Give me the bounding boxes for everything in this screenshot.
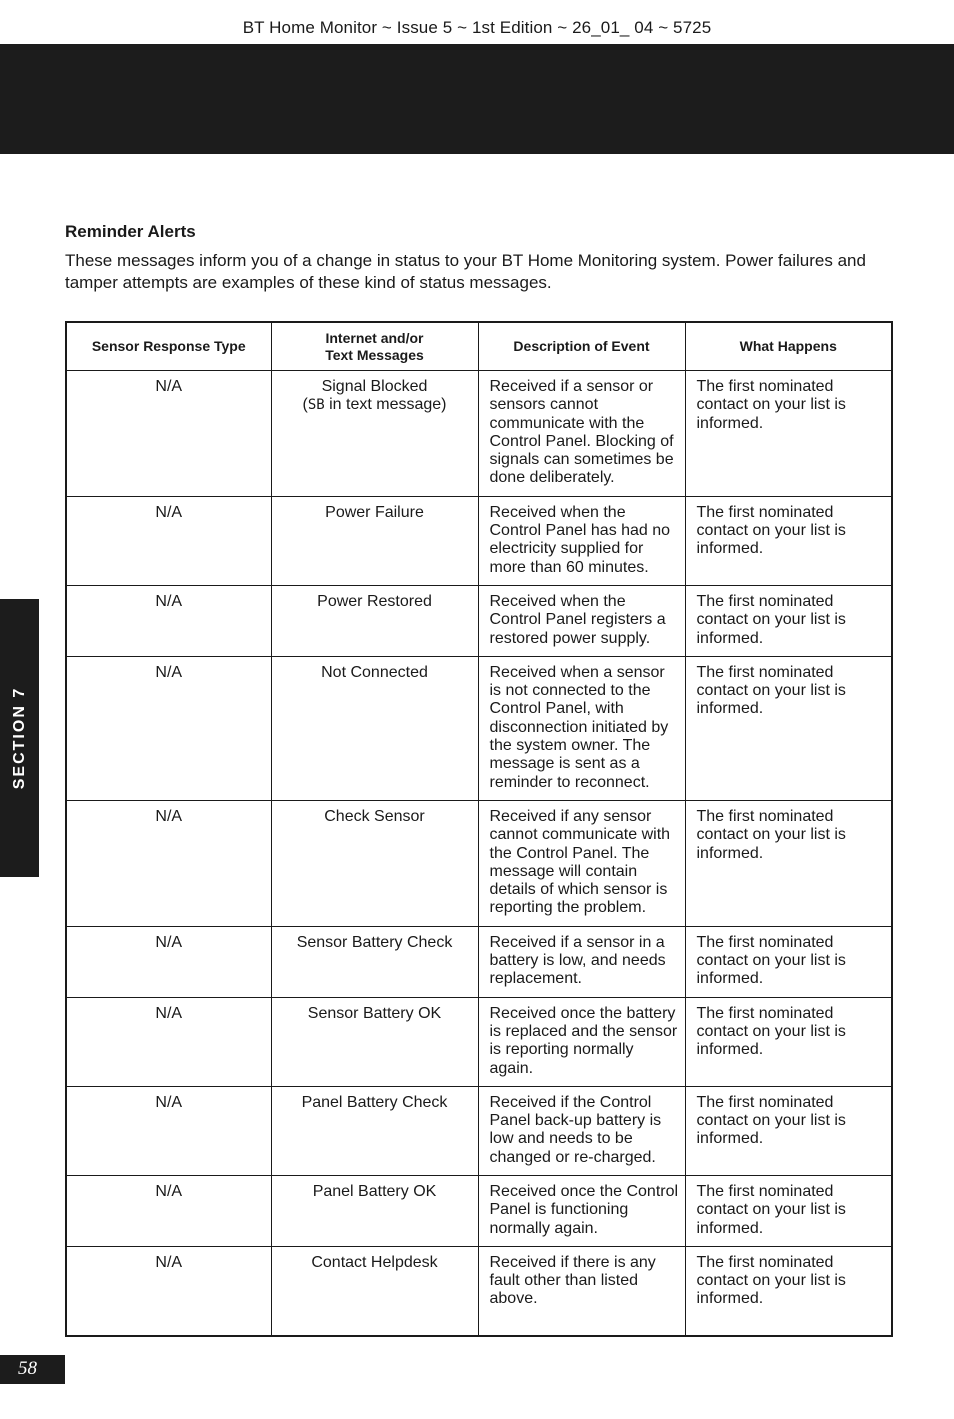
- code-open: (: [302, 396, 308, 414]
- running-header: BT Home Monitor ~ Issue 5 ~ 1st Edition ~ 26_01_ 04 ~ 5725: [242, 18, 712, 37]
- header-sensor-response-type: Sensor Response Type: [66, 322, 271, 371]
- table-row: [66, 1086, 892, 1175]
- table-row: [66, 800, 892, 926]
- header-what-happens: What Happens: [685, 322, 892, 371]
- text-message-code: SB: [307, 397, 325, 414]
- cell-type: N/A: [66, 585, 271, 656]
- header-internet-line2: Text Messages: [325, 346, 424, 363]
- cell-message: Power Restored: [271, 585, 478, 656]
- table-row: [66, 926, 892, 997]
- section-tab: [0, 599, 39, 877]
- page-number-box: [0, 1355, 65, 1384]
- cell-result: The first nominated contact on your list is informed.: [685, 656, 892, 800]
- cell-message: Power Failure: [271, 496, 478, 585]
- table-row: [66, 1246, 892, 1336]
- cell-result: The first nominated contact on your list is informed.: [685, 997, 892, 1086]
- table-row: [66, 656, 892, 800]
- cell-type: N/A: [66, 997, 271, 1086]
- cell-description: Received once the Control Panel is functioning normally again.: [478, 1175, 685, 1246]
- cell-type: N/A: [66, 496, 271, 585]
- cell-type: N/A: [66, 1086, 271, 1175]
- table-header-row: [66, 322, 892, 371]
- cell-type: N/A: [66, 371, 271, 497]
- section-heading: Reminder Alerts: [65, 222, 196, 241]
- cell-type: N/A: [66, 1246, 271, 1336]
- cell-result: The first nominated contact on your list is informed.: [685, 926, 892, 997]
- cell-result: The first nominated contact on your list is informed.: [685, 1175, 892, 1246]
- cell-result: The first nominated contact on your list is informed.: [685, 371, 892, 497]
- cell-message: Sensor Battery Check: [271, 926, 478, 997]
- cell-message: Contact Helpdesk: [271, 1246, 478, 1336]
- cell-description: Received if any sensor cannot communicate with the Control Panel. The message will contain details of which sensor is reporting the problem.: [478, 800, 685, 926]
- cell-result: The first nominated contact on your list is informed.: [685, 1086, 892, 1175]
- page-number: 58: [18, 1358, 37, 1379]
- cell-type: N/A: [66, 800, 271, 926]
- header-internet-text-messages: [271, 322, 478, 371]
- section-tab-label: SECTION 7: [10, 686, 28, 790]
- cell-type: N/A: [66, 926, 271, 997]
- reminder-alerts-table: [65, 321, 893, 1337]
- cell-message: [271, 371, 478, 497]
- cell-type: N/A: [66, 1175, 271, 1246]
- cell-result: The first nominated contact on your list is informed.: [685, 1246, 892, 1336]
- message-label: Signal Blocked: [321, 378, 428, 395]
- cell-message: Not Connected: [271, 656, 478, 800]
- cell-message: Panel Battery OK: [271, 1175, 478, 1246]
- cell-result: The first nominated contact on your list is informed.: [685, 496, 892, 585]
- table-row: [66, 585, 892, 656]
- cell-message: Sensor Battery OK: [271, 997, 478, 1086]
- cell-result: The first nominated contact on your list is informed.: [685, 800, 892, 926]
- cell-message: Check Sensor: [271, 800, 478, 926]
- cell-description: Received if a sensor in a battery is low, and needs replacement.: [478, 926, 685, 997]
- cell-description: Received when the Control Panel registers a restored power supply.: [478, 585, 685, 656]
- header-internet-line1: Internet and/or: [325, 329, 424, 346]
- cell-type: N/A: [66, 656, 271, 800]
- cell-description: Received if a sensor or sensors cannot communicate with the Control Panel. Blocking of signals can sometimes be done deliberately.: [478, 371, 685, 497]
- code-suffix: in text message): [324, 396, 447, 414]
- cell-description: Received once the battery is replaced and the sensor is reporting normally again.: [478, 997, 685, 1086]
- intro-paragraph: These messages inform you of a change in status to your BT Home Monitoring system. Power failures and tamper attempts are examples of these kind of status messages.: [65, 251, 866, 292]
- cell-message: Panel Battery Check: [271, 1086, 478, 1175]
- table-row: [66, 997, 892, 1086]
- header-band: [0, 44, 954, 154]
- table-row: [66, 371, 892, 497]
- cell-result: The first nominated contact on your list is informed.: [685, 585, 892, 656]
- table-row: [66, 1175, 892, 1246]
- table-row: [66, 496, 892, 585]
- cell-description: Received when the Control Panel has had no electricity supplied for more than 60 minutes.: [478, 496, 685, 585]
- cell-description: Received when a sensor is not connected to the Control Panel, with disconnection initiated by the system owner. The message is sent as a reminder to reconnect.: [478, 656, 685, 800]
- cell-description: Received if the Control Panel back-up battery is low and needs to be changed or re-charged.: [478, 1086, 685, 1175]
- header-description-of-event: Description of Event: [478, 322, 685, 371]
- cell-description: Received if there is any fault other than listed above.: [478, 1246, 685, 1336]
